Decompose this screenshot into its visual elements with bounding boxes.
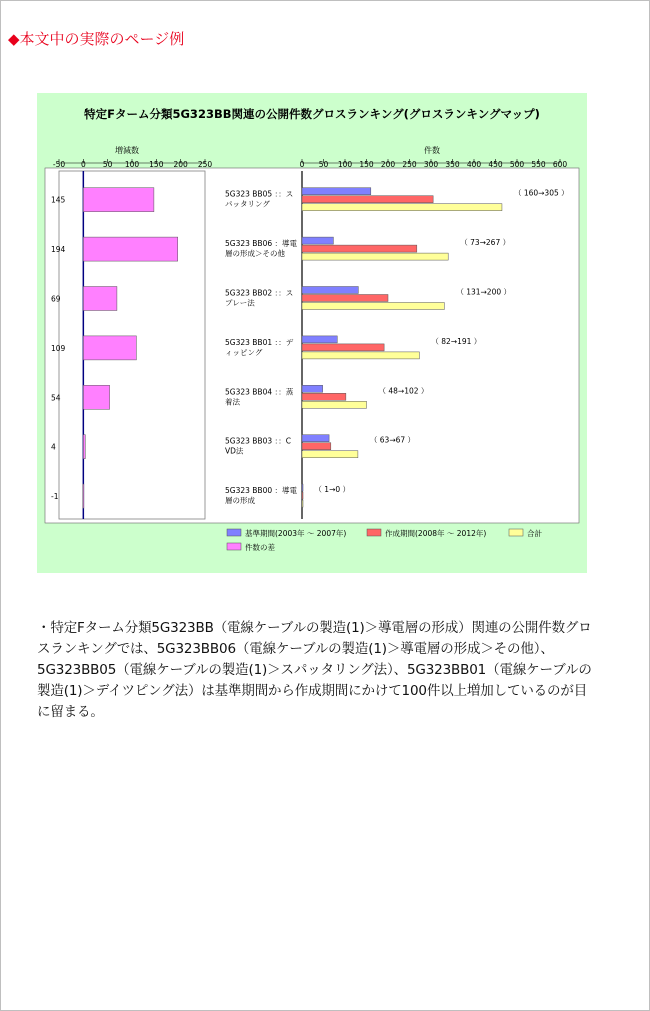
difference-value-label: 54 bbox=[51, 393, 61, 403]
page-heading: ◆本文中の実際のページ例 bbox=[8, 30, 185, 48]
created-period-bar bbox=[302, 245, 417, 252]
base-period-bar bbox=[302, 385, 323, 392]
change-annotation: （ 1→0 ） bbox=[314, 485, 351, 495]
change-annotation: （ 82→191 ） bbox=[431, 336, 482, 346]
category-label: 着法 bbox=[225, 397, 240, 407]
difference-value-label: 194 bbox=[51, 245, 66, 255]
left-tick-label: 200 bbox=[173, 160, 188, 169]
left-axis-label: 増減数 bbox=[115, 146, 139, 155]
change-annotation: （ 160→305 ） bbox=[513, 188, 569, 198]
left-tick-label: 150 bbox=[149, 160, 164, 169]
category-label: 5G323 BB01 ：：デ bbox=[225, 337, 294, 347]
right-tick-label: 600 bbox=[552, 160, 568, 169]
right-tick-label: 0 bbox=[299, 160, 305, 169]
chart-svg bbox=[37, 93, 587, 573]
category-label: 5G323 BB03 ：：C bbox=[225, 436, 291, 446]
chart-title: 特定Fターム分類5G323BB関連の公開件数グロスランキング(グロスランキングマップ) bbox=[84, 107, 540, 121]
right-tick-label: 300 bbox=[423, 160, 439, 169]
difference-bar bbox=[83, 484, 84, 508]
base-period-bar bbox=[302, 435, 329, 442]
base-period-bar bbox=[302, 287, 358, 294]
category-label: 5G323 BB04 ：：蒸 bbox=[225, 387, 294, 397]
legend-swatch bbox=[367, 529, 381, 536]
body-paragraph bbox=[37, 618, 597, 723]
legend-swatch bbox=[227, 529, 241, 536]
difference-bar bbox=[83, 287, 117, 311]
total-bar bbox=[302, 204, 502, 211]
difference-bar bbox=[83, 435, 85, 459]
right-tick-label: 200 bbox=[380, 160, 396, 169]
right-tick-label: 50 bbox=[318, 160, 329, 169]
total-bar bbox=[302, 253, 448, 260]
change-annotation: （ 48→102 ） bbox=[378, 386, 429, 396]
change-annotation: （ 63→67 ） bbox=[369, 435, 416, 445]
change-annotation: （ 73→267 ） bbox=[460, 238, 511, 248]
category-label: 5G323 BB05 ：：ス bbox=[225, 189, 294, 199]
left-tick-label: 250 bbox=[197, 160, 213, 169]
difference-value-label: 109 bbox=[51, 343, 66, 353]
total-bar bbox=[302, 352, 419, 359]
difference-bar bbox=[83, 385, 109, 409]
created-period-bar bbox=[302, 295, 388, 302]
category-label: 層の形成＞その他 bbox=[225, 249, 285, 259]
difference-value-label: 145 bbox=[51, 195, 66, 205]
total-bar bbox=[302, 303, 444, 310]
right-tick-label: 550 bbox=[531, 160, 546, 169]
difference-bar bbox=[83, 237, 177, 261]
difference-bar bbox=[83, 188, 154, 212]
category-label: VD法 bbox=[225, 446, 244, 456]
base-period-bar bbox=[302, 237, 333, 244]
legend-label: 件数の差 bbox=[245, 543, 275, 552]
total-bar bbox=[302, 500, 303, 507]
category-label: 5G323 BB02 ：：ス bbox=[225, 288, 294, 298]
right-axis-label: 件数 bbox=[424, 146, 440, 155]
right-tick-label: 400 bbox=[466, 160, 482, 169]
category-label: パッタリング bbox=[225, 199, 270, 209]
base-period-bar bbox=[302, 484, 303, 491]
total-bar bbox=[302, 401, 367, 408]
category-label: プレー法 bbox=[225, 298, 255, 308]
total-bar bbox=[302, 451, 358, 458]
chart-panel bbox=[37, 93, 587, 573]
right-tick-label: 100 bbox=[337, 160, 353, 169]
difference-bar bbox=[83, 336, 136, 360]
left-tick-label: 50 bbox=[102, 160, 113, 169]
plot-layer bbox=[45, 159, 579, 552]
right-tick-label: 450 bbox=[488, 160, 503, 169]
left-tick-label: 0 bbox=[80, 160, 86, 169]
category-label: ィッピング bbox=[225, 347, 263, 357]
created-period-bar bbox=[302, 344, 384, 351]
legend-swatch bbox=[509, 529, 523, 536]
base-period-bar bbox=[302, 336, 337, 343]
base-period-bar bbox=[302, 188, 371, 195]
category-label: 5G323 BB06 ：導電 bbox=[225, 239, 298, 249]
created-period-bar bbox=[302, 492, 303, 499]
legend-label: 基準期間(2003年 ～ 2007年) bbox=[245, 529, 347, 538]
right-tick-label: 150 bbox=[359, 160, 374, 169]
difference-value-label: -1 bbox=[51, 492, 59, 502]
legend-swatch bbox=[227, 543, 241, 550]
category-label: 5G323 BB00 ：導電 bbox=[225, 486, 298, 496]
category-label: 層の形成 bbox=[225, 496, 255, 506]
legend-label: 合計 bbox=[527, 529, 542, 538]
right-tick-label: 250 bbox=[402, 160, 417, 169]
created-period-bar bbox=[302, 196, 433, 203]
left-tick-label: -50 bbox=[52, 160, 66, 169]
difference-value-label: 69 bbox=[51, 294, 61, 304]
change-annotation: （ 131→200 ） bbox=[456, 287, 512, 297]
created-period-bar bbox=[302, 443, 331, 450]
right-tick-label: 500 bbox=[509, 160, 525, 169]
created-period-bar bbox=[302, 393, 346, 400]
right-tick-label: 350 bbox=[445, 160, 460, 169]
legend-label: 作成期間(2008年 ～ 2012年) bbox=[385, 529, 487, 538]
paragraph-text: ・特定Fターム分類5G323BB（電線ケーブルの製造(1)＞導電層の形成）関連の公開件数グロスランキングでは、5G323BB06（電線ケーブルの製造(1)＞導電層の形成＞その他）、5G323BB05（電線ケーブルの製造(1)＞スパッタリング法）、5G323BB01（電線ケーブルの製造(1)＞デイツピング法）は基準期間から作成期間にかけて100件以上増加しているのが目に留まる。 bbox=[37, 620, 592, 720]
left-tick-label: 100 bbox=[124, 160, 140, 169]
difference-value-label: 4 bbox=[51, 442, 56, 452]
